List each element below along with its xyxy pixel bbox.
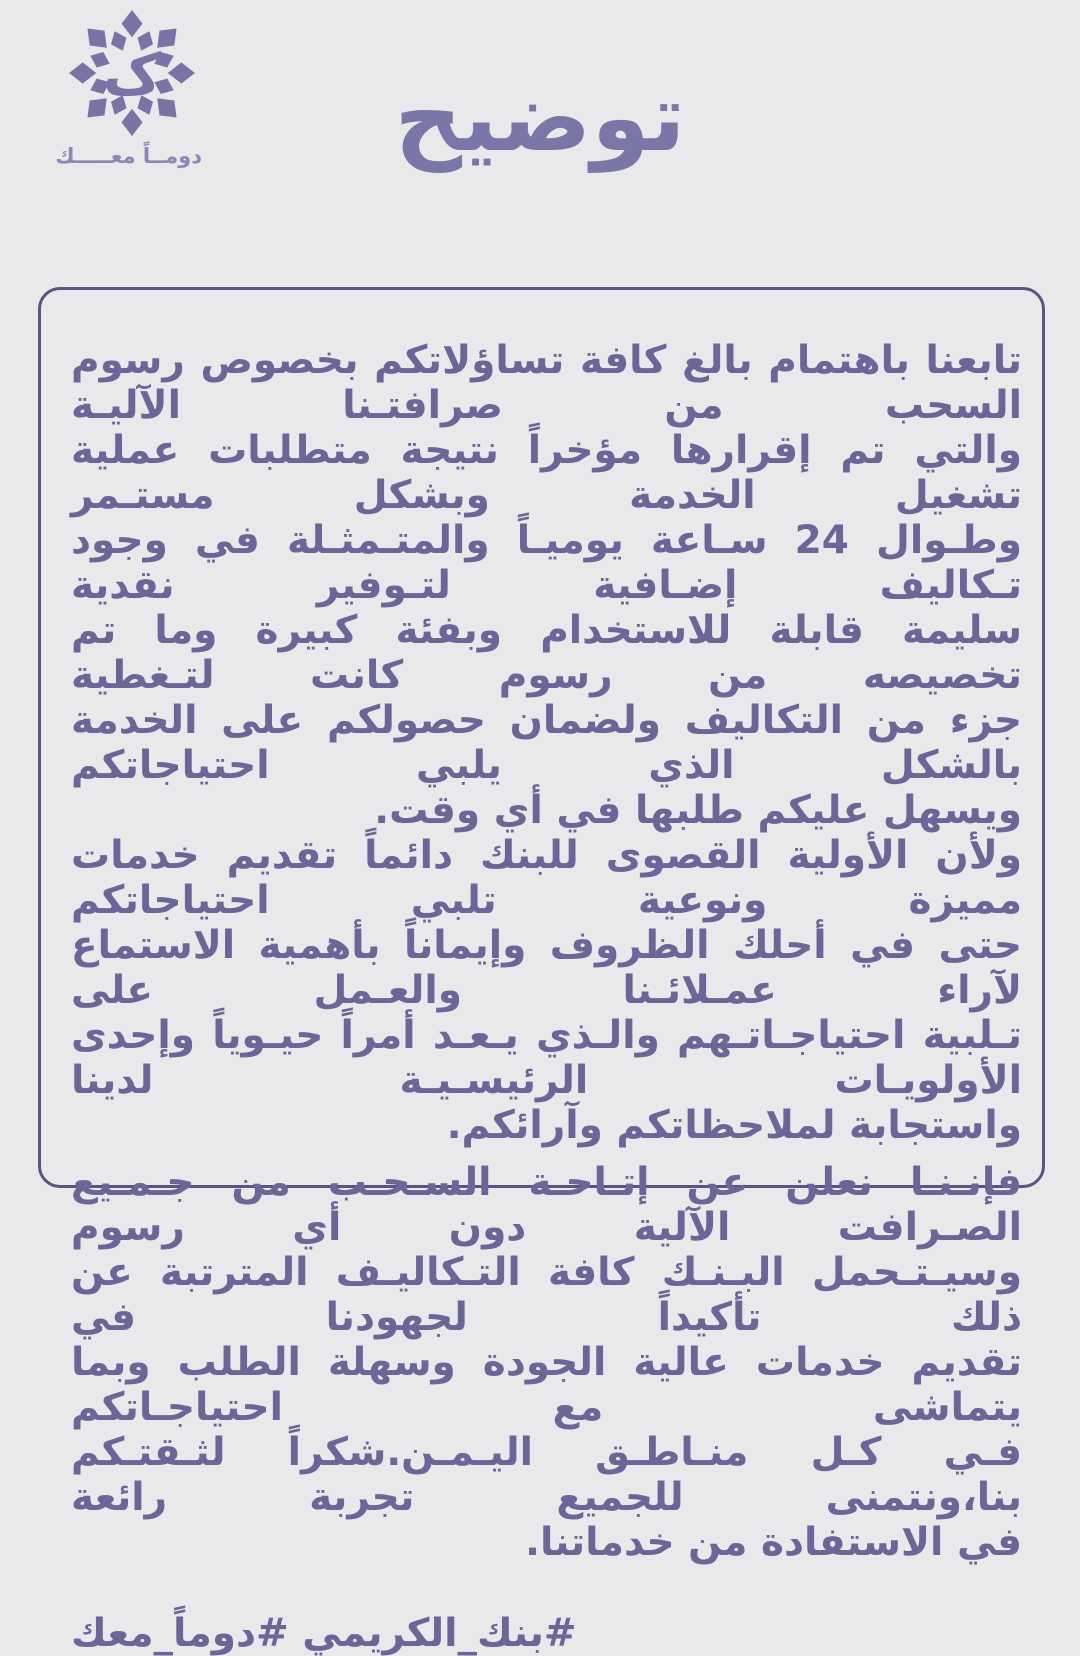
text-line: والتي تم إقرارها مؤخراً نتيجة متطلبات عملية تشغيل الخدمة وبشكل مستـمر — [71, 428, 1022, 518]
text-line: تـلبية احتياجـاتـهم والـذي يـعـد أمراً حيـوياً وإحدى الأولويـات الرئيسـيـة لدينا — [71, 1013, 1022, 1103]
text-line: تابعنا باهتمام بالغ كافة تساؤلاتكم بخصوص رسوم السحب من صرافتـنا الآليـة — [71, 338, 1022, 428]
svg-text:ک: ک — [102, 42, 162, 109]
paragraph-1 — [71, 338, 1022, 833]
text-line: سليمة قابلة للاستخدام وبفئة كبيرة وما تم تخصيصه من رسوم كانت لتـغطية — [71, 608, 1022, 698]
text-line: وطـوال 24 سـاعة يوميـاً والمتـمثـلة في وجود تـكاليف إضـافية لتـوفير نقدية — [71, 518, 1022, 608]
text-line: ولأن الأولية القصوى للبنك دائماً تقديم خدمات مميزة ونوعية تلبي احتياجاتكم — [71, 833, 1022, 923]
text-line: تقديم خدمات عالية الجودة وسهلة الطلب وبما يتماشى مع احتياجـاتكم — [71, 1340, 1022, 1430]
paragraph-3 — [71, 1160, 1022, 1565]
text-line: فإنـنـا نعلن عن إتـاحـة السـحـب من جـمـيع الصـرافت الآلية دون أي رسوم — [71, 1160, 1022, 1250]
notice-card — [38, 287, 1045, 1656]
text-line: حتى في أحلك الظروف وإيماناً بأهمية الاستماع لآراء عمـلائـنا والعـمل على — [71, 923, 1022, 1013]
page-title: توضيح — [394, 64, 686, 173]
text-line: ويسهل عليكم طلبها في أي وقت. — [374, 788, 1022, 833]
logo-tagline: دومــاً معـــــك — [55, 144, 202, 168]
text-line: وسيـتـحمل البـنـك كافة التـكاليـف المترتبة عن ذلك تأكيداً لجهودنا في — [71, 1250, 1022, 1340]
text-line: في الاستفادة من خدماتنا. — [525, 1520, 1022, 1565]
text-line: جزء من التكاليف ولضمان حصولكم على الخدمة بالشكل الذي يلبي احتياجاتكم — [71, 698, 1022, 788]
text-line: واستجابة لملاحظاتكم وآرائكم. — [446, 1103, 1022, 1148]
hashtag-line: #بنك_الكريمي #دوماً_معك — [71, 1611, 577, 1656]
paragraph-2 — [71, 833, 1022, 1148]
text-line: فـي كـل منـاطـق اليـمـن.شكراً لثـقتـكم بنا،ونتمنى للجميع تجربة رائعة — [71, 1430, 1022, 1520]
